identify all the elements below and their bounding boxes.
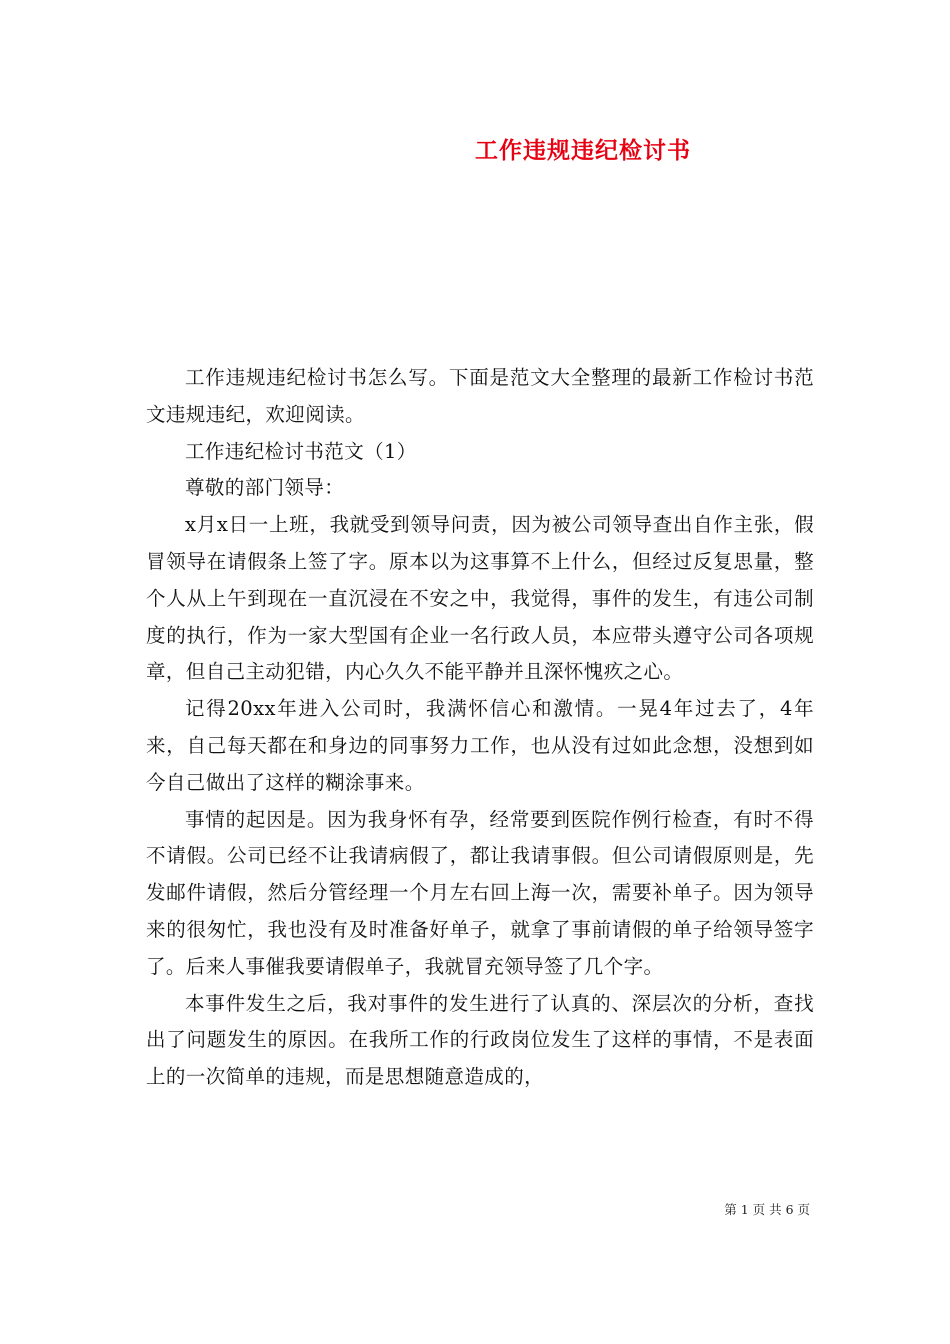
page-title [0,131,950,171]
section-heading: 工作违纪检讨书范文（1） [185,439,417,463]
body-paragraph: 记得20xx年进入公司时，我满怀信心和激情。一晃4年过去了，4年来，自己每天都在和身边的同事努力工作，也从没有过如此念想，没想到如今自己做出了这样的糊涂事来。 [146,697,814,794]
intro-paragraph: 工作违规违纪检讨书怎么写。下面是范文大全整理的最新工作检讨书范文违规违纪，欢迎阅读。 [146,366,814,426]
body-paragraph: 本事件发生之后，我对事件的发生进行了认真的、深层次的分析，查找出了问题发生的原因。在我所工作的行政岗位发生了这样的事情，不是表面上的一次简单的违规，而是思想随意造成的， [146,991,814,1089]
page-footer: 第 1 页 共 6 页 [724,1202,810,1217]
body-paragraph: 事情的起因是。因为我身怀有孕，经常要到医院作例行检查，有时不得不请假。公司已经不让我请病假了，都让我请事假。但公司请假原则是，先发邮件请假，然后分管经理一个月左右回上海一次，需要补单子。因为领导来的很匆忙，我也没有及时准备好单子，就拿了事前请假的单子给领导签字了。后来人事催我要请假单子，我就冒充领导签了几个字。 [146,807,814,978]
body-paragraph: x月x日一上班，我就受到领导问责，因为被公司领导查出自作主张，假冒领导在请假条上签了字。原本以为这事算不上什么，但经过反复思量，整个人从上午到现在一直沉浸在不安之中，我觉得，事件的发生，有违公司制度的执行，作为一家大型国有企业一名行政人员，本应带头遵守公司各项规章，但自己主动犯错，内心久久不能平静并且深怀愧疚之心。 [146,513,814,684]
salutation: 尊敬的部门领导： [185,476,345,500]
page-title-text: 工作违规违纪检讨书 [475,137,691,164]
document-body [146,360,814,1096]
